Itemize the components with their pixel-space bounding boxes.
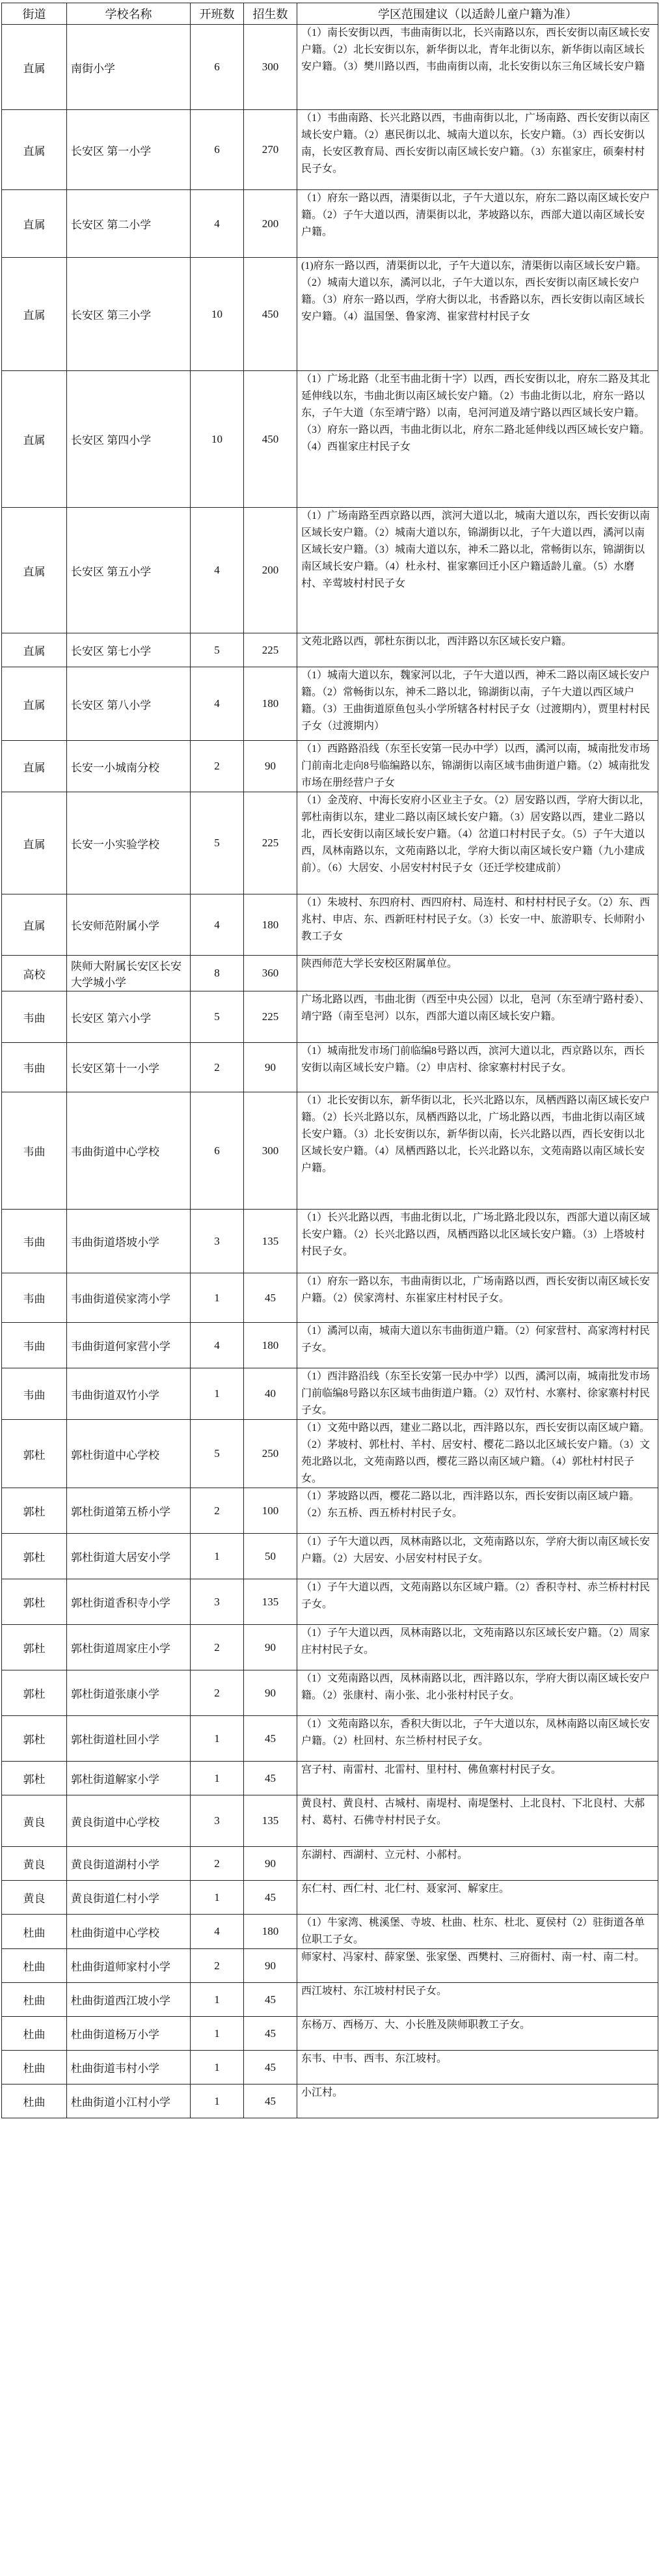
- class-count-cell: 1: [191, 2084, 244, 2118]
- table-row: [2, 2051, 658, 2084]
- district-cell: 杜曲: [2, 1915, 67, 1949]
- class-count-cell: 4: [191, 1323, 244, 1368]
- enrollment-cell: 45: [244, 2017, 297, 2051]
- district-cell: 黄良: [2, 1847, 67, 1881]
- district-cell: 韦曲: [2, 1368, 67, 1420]
- district-cell: 直属: [2, 667, 67, 741]
- district-range-cell: 东湖村、西湖村、立元村、小郝村。: [297, 1847, 658, 1881]
- table-row: [2, 1795, 658, 1847]
- enrollment-cell: 45: [244, 2084, 297, 2118]
- school-name-cell: 长安区 第七小学: [67, 633, 191, 667]
- table-row: [2, 991, 658, 1043]
- enrollment-cell: 40: [244, 1368, 297, 1420]
- header-school: 学校名称: [67, 3, 191, 25]
- class-count-cell: 4: [191, 1915, 244, 1949]
- table-header-row: [2, 3, 658, 25]
- district-cell: 郭杜: [2, 1420, 67, 1488]
- enrollment-cell: 300: [244, 25, 297, 110]
- table-row: [2, 2084, 658, 2118]
- enrollment-cell: 90: [244, 1949, 297, 1983]
- table-row: [2, 1420, 658, 1488]
- district-cell: 韦曲: [2, 1323, 67, 1368]
- district-range-cell: （1）府东一路以西，清渠街以北，子午大道以东，府东二路以南区域长安户籍。（2）子午大道以西，清渠街以北，茅坡路以东，西部大道以南区域长安户籍。: [297, 190, 658, 258]
- school-name-cell: 杜曲街道师家村小学: [67, 1949, 191, 1983]
- table-row: [2, 1579, 658, 1625]
- school-name-cell: 郭杜街道解家小学: [67, 1762, 191, 1795]
- table-row: [2, 1488, 658, 1534]
- table-row: [2, 956, 658, 991]
- enrollment-cell: 45: [244, 1983, 297, 2017]
- district-cell: 杜曲: [2, 1949, 67, 1983]
- table-row: [2, 258, 658, 371]
- school-name-cell: 长安区 第四小学: [67, 371, 191, 508]
- enrollment-cell: 450: [244, 258, 297, 371]
- district-range-cell: （1）牛家湾、桃溪堡、寺坡、杜曲、杜东、杜北、夏侯村（2）驻街道各单位职工子女。: [297, 1915, 658, 1949]
- district-cell: 直属: [2, 633, 67, 667]
- school-name-cell: 长安区 第三小学: [67, 258, 191, 371]
- class-count-cell: 4: [191, 190, 244, 258]
- district-range-cell: （1）城南批发市场门前临编8号路以西，滨河大道以北，西京路以东，西长安街以南区域长安户籍。（2）申店村、徐家寨村村民子女。: [297, 1043, 658, 1092]
- enrollment-cell: 45: [244, 1881, 297, 1915]
- class-count-cell: 10: [191, 258, 244, 371]
- school-name-cell: 陕师大附属长安区长安大学城小学: [67, 956, 191, 991]
- district-range-cell: （1）府东一路以东，韦曲南街以北，广场南路以西，西长安街以南区域长安户籍。（2）侯家湾村、东崔家庄村村民子女。: [297, 1273, 658, 1323]
- school-name-cell: 韦曲街道侯家湾小学: [67, 1273, 191, 1323]
- table-row: [2, 741, 658, 792]
- district-range-cell: 师家村、冯家村、薛家堡、张家堡、西樊村、三府衙村、南一村、南二村。: [297, 1949, 658, 1983]
- enrollment-cell: 200: [244, 190, 297, 258]
- table-row: [2, 1625, 658, 1670]
- district-cell: 直属: [2, 741, 67, 792]
- class-count-cell: 6: [191, 1092, 244, 1210]
- school-district-table: [1, 3, 658, 2118]
- table-row: [2, 1949, 658, 1983]
- district-cell: 韦曲: [2, 1210, 67, 1273]
- table-row: [2, 1983, 658, 2017]
- school-name-cell: 韦曲街道塔坡小学: [67, 1210, 191, 1273]
- table-row: [2, 1915, 658, 1949]
- table-row: [2, 25, 658, 110]
- class-count-cell: 4: [191, 667, 244, 741]
- class-count-cell: 3: [191, 1795, 244, 1847]
- class-count-cell: 6: [191, 110, 244, 190]
- district-range-cell: （1）子午大道以西，凤林南路以北，文苑南路以东，学府大街以南区域长安户籍。（2）大居安、小居安村村民子女。: [297, 1534, 658, 1579]
- district-cell: 郭杜: [2, 1670, 67, 1716]
- district-cell: 郭杜: [2, 1625, 67, 1670]
- table-row: [2, 1043, 658, 1092]
- district-range-cell: 小江村。: [297, 2084, 658, 2118]
- class-count-cell: 1: [191, 1368, 244, 1420]
- class-count-cell: 1: [191, 1273, 244, 1323]
- district-cell: 直属: [2, 25, 67, 110]
- enrollment-cell: 270: [244, 110, 297, 190]
- enrollment-cell: 180: [244, 894, 297, 956]
- district-range-cell: 宫子村、南雷村、北雷村、里村村、佛鱼寨村村民子女。: [297, 1762, 658, 1795]
- school-name-cell: 杜曲街道杨万小学: [67, 2017, 191, 2051]
- table-row: [2, 110, 658, 190]
- enrollment-cell: 135: [244, 1579, 297, 1625]
- table-row: [2, 1670, 658, 1716]
- district-range-cell: 东仁村、西仁村、北仁村、聂家河、解家庄。: [297, 1881, 658, 1915]
- district-cell: 韦曲: [2, 1273, 67, 1323]
- district-range-cell: （1）文苑南路以西，凤林南路以北，西沣路以东，学府大街以南区域长安户籍。（2）张康村、南小张、北小张村村民子女。: [297, 1670, 658, 1716]
- district-range-cell: （1）子午大道以西，文苑南路以东区域户籍。（2）香积寺村、赤兰桥村村民子女。: [297, 1579, 658, 1625]
- district-range-cell: （1）长兴北路以西，韦曲北街以北，广场北路北段以东，西部大道以南区域长安户籍。（2）长兴北路以西，凤栖西路以北区域长安户籍。（3）上塔坡村村民子女。: [297, 1210, 658, 1273]
- school-name-cell: 长安区 第二小学: [67, 190, 191, 258]
- district-cell: 高校: [2, 956, 67, 991]
- table-row: [2, 508, 658, 633]
- school-name-cell: 黄良街道中心学校: [67, 1795, 191, 1847]
- school-name-cell: 杜曲街道小江村小学: [67, 2084, 191, 2118]
- district-range-cell: 黄良村、黄良村、古城村、南堤村、南堤堡村、上北良村、下北良村、大郝村、葛村、石佛寺村村民子女。: [297, 1795, 658, 1847]
- district-range-cell: （1）西路路沿线（东至长安第一民办中学）以西，潏河以南，城南批发市场门前南北走向8号临编路以东，锦湖街以南区域韦曲街道户籍。（2）城南批发市场在册经营户子女: [297, 741, 658, 792]
- class-count-cell: 2: [191, 1043, 244, 1092]
- district-cell: 直属: [2, 508, 67, 633]
- enrollment-cell: 45: [244, 1273, 297, 1323]
- header-enroll: 招生数: [244, 3, 297, 25]
- table-row: [2, 894, 658, 956]
- school-name-cell: 杜曲街道韦村小学: [67, 2051, 191, 2084]
- enrollment-cell: 90: [244, 1847, 297, 1881]
- school-name-cell: 黄良街道湖村小学: [67, 1847, 191, 1881]
- class-count-cell: 4: [191, 894, 244, 956]
- table-row: [2, 1368, 658, 1420]
- table-row: [2, 1210, 658, 1273]
- school-name-cell: 长安师范附属小学: [67, 894, 191, 956]
- class-count-cell: 1: [191, 1762, 244, 1795]
- enrollment-cell: 45: [244, 1762, 297, 1795]
- table-row: [2, 1762, 658, 1795]
- district-cell: 杜曲: [2, 2017, 67, 2051]
- district-cell: 杜曲: [2, 2084, 67, 2118]
- district-range-cell: （1）金茂府、中海长安府小区业主子女。（2）居安路以西，学府大街以北，郭杜南街以东，建业二路以南区域长安户籍。（3）居安路以西，建业二路以北，西长安街以南区域长安户籍。（4）岔道口村村民子女。（5）子午大道以西，凤林南路以东，文苑南路以北，学府大街以南区域长安户籍（九小建成前）。（6）大居安、小居安村村民子女（还迁学校建成前）: [297, 792, 658, 894]
- district-cell: 郭杜: [2, 1762, 67, 1795]
- class-count-cell: 5: [191, 792, 244, 894]
- enrollment-cell: 225: [244, 991, 297, 1043]
- class-count-cell: 1: [191, 1881, 244, 1915]
- district-cell: 郭杜: [2, 1488, 67, 1534]
- district-range-cell: 东杨万、西杨万、大、小长胜及陕师职教工子女。: [297, 2017, 658, 2051]
- header-district: 街道: [2, 3, 67, 25]
- district-range-cell: （1）子午大道以西，凤林南路以北，文苑南路以东区域长安户籍。（2）周家庄村村民子女。: [297, 1625, 658, 1670]
- class-count-cell: 1: [191, 1983, 244, 2017]
- class-count-cell: 2: [191, 1625, 244, 1670]
- class-count-cell: 2: [191, 741, 244, 792]
- school-name-cell: 郭杜街道周家庄小学: [67, 1625, 191, 1670]
- class-count-cell: 3: [191, 1210, 244, 1273]
- school-name-cell: 长安一小实验学校: [67, 792, 191, 894]
- enrollment-cell: 180: [244, 1915, 297, 1949]
- class-count-cell: 1: [191, 2051, 244, 2084]
- table-row: [2, 1847, 658, 1881]
- district-cell: 直属: [2, 371, 67, 508]
- enrollment-cell: 100: [244, 1488, 297, 1534]
- table-row: [2, 2017, 658, 2051]
- district-cell: 直属: [2, 792, 67, 894]
- school-name-cell: 长安区 第八小学: [67, 667, 191, 741]
- district-range-cell: （1）潏河以南，城南大道以东韦曲街道户籍。（2）何家营村、高家湾村村民子女。: [297, 1323, 658, 1368]
- class-count-cell: 5: [191, 633, 244, 667]
- school-name-cell: 南街小学: [67, 25, 191, 110]
- class-count-cell: 10: [191, 371, 244, 508]
- enrollment-cell: 360: [244, 956, 297, 991]
- district-cell: 直属: [2, 258, 67, 371]
- school-name-cell: 韦曲街道何家营小学: [67, 1323, 191, 1368]
- enrollment-cell: 90: [244, 1670, 297, 1716]
- enrollment-cell: 90: [244, 1625, 297, 1670]
- school-name-cell: 韦曲街道双竹小学: [67, 1368, 191, 1420]
- district-range-cell: （1）文苑中路以西，建业二路以北，西沣路以东，西长安街以南区域户籍。（2）茅坡村、郭杜村、羊村、居安村、樱花二路以北区域长安户籍。（3）文苑北路以北，文苑南路以西，樱花三路以南区域户籍。（4）郭杜村村民子女。: [297, 1420, 658, 1488]
- school-name-cell: 郭杜街道香积寺小学: [67, 1579, 191, 1625]
- table-row: [2, 371, 658, 508]
- class-count-cell: 1: [191, 1534, 244, 1579]
- district-cell: 杜曲: [2, 2051, 67, 2084]
- class-count-cell: 1: [191, 1716, 244, 1762]
- school-name-cell: 长安区 第五小学: [67, 508, 191, 633]
- school-name-cell: 杜曲街道西江坡小学: [67, 1983, 191, 2017]
- district-range-cell: （1）广场南路至西京路以西，滨河大道以北，城南大道以东，西长安街以南区域长安户籍。（2）城南大道以东，锦湖街以北，子午大道以西，潏河以南区域长安户籍。（3）城南大道以东，神禾二路以北，常畅街以东，锦湖街以南区域长安户籍。（4）杜永村、崔家寨回迁小区户籍适龄儿童。（5）水磨村、辛莺坡村村民子女: [297, 508, 658, 633]
- school-name-cell: 郭杜街道中心学校: [67, 1420, 191, 1488]
- enrollment-cell: 225: [244, 633, 297, 667]
- school-name-cell: 长安一小城南分校: [67, 741, 191, 792]
- district-range-cell: 西江坡村、东江坡村村民子女。: [297, 1983, 658, 2017]
- district-range-cell: (1)府东一路以西，清渠街以北，子午大道以东，清渠街以南区域长安户籍。（2）城南大道以东，潏河以北，子午大道以东，西长安街以南区域长安户籍。（3）府东一路以西，学府大街以北，书香路以东，西长安街以南区域长安户籍。（4）温国堡、鲁家湾、崔家营村村民子女: [297, 258, 658, 371]
- district-cell: 直属: [2, 190, 67, 258]
- enrollment-cell: 90: [244, 1043, 297, 1092]
- district-range-cell: 东韦、中韦、西韦、东江坡村。: [297, 2051, 658, 2084]
- district-range-cell: （1）朱坡村、东四府村、西四府村、局连村、和村村村民子女。（2）东、西兆村、申店、东、西新旺村村民子女。（3）长安一中、旅游职专、长师附小教工子女: [297, 894, 658, 956]
- district-cell: 郭杜: [2, 1579, 67, 1625]
- district-range-cell: （1）韦曲南路、长兴北路以西，韦曲南街以北，广场南路、西长安街以南区域长安户籍。（2）惠民街以北、城南大道以东，长安户籍。（3）西长安街以南，长安区教育局、西长安街以南区域长安户籍。（3）东崔家庄，硕秦村村民子女。: [297, 110, 658, 190]
- enrollment-cell: 225: [244, 792, 297, 894]
- class-count-cell: 5: [191, 1420, 244, 1488]
- class-count-cell: 4: [191, 508, 244, 633]
- enrollment-cell: 135: [244, 1795, 297, 1847]
- table-row: [2, 1881, 658, 1915]
- district-range-cell: 文苑北路以西，郭杜东街以北，西沣路以东区域长安户籍。: [297, 633, 658, 667]
- school-name-cell: 长安区 第六小学: [67, 991, 191, 1043]
- table-row: [2, 1273, 658, 1323]
- enrollment-cell: 45: [244, 2051, 297, 2084]
- class-count-cell: 2: [191, 1847, 244, 1881]
- district-range-cell: （1）北长安街以东，新华街以北，长兴北路以东，凤栖西路以南区域长安户籍。（2）长兴北路以东，凤栖西路以北，广场北路以西，韦曲北街以南区域长安户籍。（3）北长安街以东，新华街以南，长兴北路以西，西长安街以北区域长安户籍。（4）凤栖西路以北，长兴北路以东，文苑南路以南区域长安户籍。: [297, 1092, 658, 1210]
- district-cell: 韦曲: [2, 991, 67, 1043]
- class-count-cell: 5: [191, 991, 244, 1043]
- school-name-cell: 郭杜街道杜回小学: [67, 1716, 191, 1762]
- school-name-cell: 长安区第十一小学: [67, 1043, 191, 1092]
- district-cell: 直属: [2, 110, 67, 190]
- district-range-cell: （1）南长安街以西，韦曲南街以北，长兴南路以东，西长安街以南区域长安户籍。（2）北长安街以东，新华街以北，青年北街以东，新华街以南区域长安户籍。（3）樊川路以西，韦曲南街以南，北长安街以东三角区域长安户籍: [297, 25, 658, 110]
- district-cell: 黄良: [2, 1881, 67, 1915]
- enrollment-cell: 45: [244, 1716, 297, 1762]
- enrollment-cell: 200: [244, 508, 297, 633]
- district-cell: 杜曲: [2, 1983, 67, 2017]
- district-cell: 黄良: [2, 1795, 67, 1847]
- enrollment-cell: 180: [244, 1323, 297, 1368]
- school-name-cell: 黄良街道仁村小学: [67, 1881, 191, 1915]
- district-cell: 郭杜: [2, 1716, 67, 1762]
- header-range: 学区范围建议（以适龄儿童户籍为准）: [297, 3, 658, 25]
- class-count-cell: 2: [191, 1949, 244, 1983]
- enrollment-cell: 50: [244, 1534, 297, 1579]
- district-cell: 直属: [2, 894, 67, 956]
- table-row: [2, 1092, 658, 1210]
- enrollment-cell: 180: [244, 667, 297, 741]
- district-range-cell: （1）西沣路沿线（东至长安第一民办中学）以西，潏河以南，城南批发市场门前临编8号路以东区域韦曲街道户籍。（2）双竹村、水寨村、徐家寨村村民子女。: [297, 1368, 658, 1420]
- district-cell: 韦曲: [2, 1043, 67, 1092]
- school-name-cell: 郭杜街道第五桥小学: [67, 1488, 191, 1534]
- enrollment-cell: 90: [244, 741, 297, 792]
- class-count-cell: 8: [191, 956, 244, 991]
- enrollment-cell: 250: [244, 1420, 297, 1488]
- school-name-cell: 杜曲街道中心学校: [67, 1915, 191, 1949]
- class-count-cell: 3: [191, 1579, 244, 1625]
- district-range-cell: （1）茅坡路以西，樱花二路以北，西沣路以东，西长安街以南区域户籍。（2）东五桥、西五桥村村民子女。: [297, 1488, 658, 1534]
- table-row: [2, 1534, 658, 1579]
- table-row: [2, 792, 658, 894]
- district-cell: 郭杜: [2, 1534, 67, 1579]
- table-row: [2, 1323, 658, 1368]
- district-cell: 韦曲: [2, 1092, 67, 1210]
- enrollment-cell: 450: [244, 371, 297, 508]
- table-row: [2, 190, 658, 258]
- table-row: [2, 667, 658, 741]
- enrollment-cell: 135: [244, 1210, 297, 1273]
- table-row: [2, 633, 658, 667]
- enrollment-cell: 300: [244, 1092, 297, 1210]
- district-range-cell: 陕西师范大学长安校区附属单位。: [297, 956, 658, 991]
- district-range-cell: （1）广场北路（北至韦曲北街十字）以西，西长安街以北，府东二路及其北延伸线以东，韦曲北街以南区域长安户籍。（2）韦曲北街以北，府东一路以东，子午大道（东至靖宁路）以南，皂河河道及靖宁路以西区域长安户籍。（3）府东一路以西，韦曲北街以北，府东二路北延伸线以西区域长安户籍。（4）西崔家庄村民子女: [297, 371, 658, 508]
- class-count-cell: 1: [191, 2017, 244, 2051]
- district-range-cell: 广场北路以西，韦曲北街（西至中央公园）以北，皂河（东至靖宁路村委）、靖宁路（南至皂河）以东，西部大道以南区域长安户籍。: [297, 991, 658, 1043]
- table-row: [2, 1716, 658, 1762]
- district-range-cell: （1）城南大道以东，魏家河以北，子午大道以西，神禾二路以南区域长安户籍。（2）常畅街以东，神禾二路以北，锦湖街以南，子午大道以西区域户籍。（3）王曲街道原鱼包头小学所辖各村村民子女（过渡期内），贾里村村民子女（过渡期内）: [297, 667, 658, 741]
- class-count-cell: 2: [191, 1670, 244, 1716]
- district-range-cell: （1）文苑南路以东，香积大街以北，子午大道以东，凤林南路以南区域长安户籍。（2）杜回村、东兰桥村村民子女。: [297, 1716, 658, 1762]
- school-name-cell: 郭杜街道张康小学: [67, 1670, 191, 1716]
- school-name-cell: 郭杜街道大居安小学: [67, 1534, 191, 1579]
- class-count-cell: 2: [191, 1488, 244, 1534]
- school-name-cell: 韦曲街道中心学校: [67, 1092, 191, 1210]
- class-count-cell: 6: [191, 25, 244, 110]
- header-classes: 开班数: [191, 3, 244, 25]
- school-name-cell: 长安区 第一小学: [67, 110, 191, 190]
